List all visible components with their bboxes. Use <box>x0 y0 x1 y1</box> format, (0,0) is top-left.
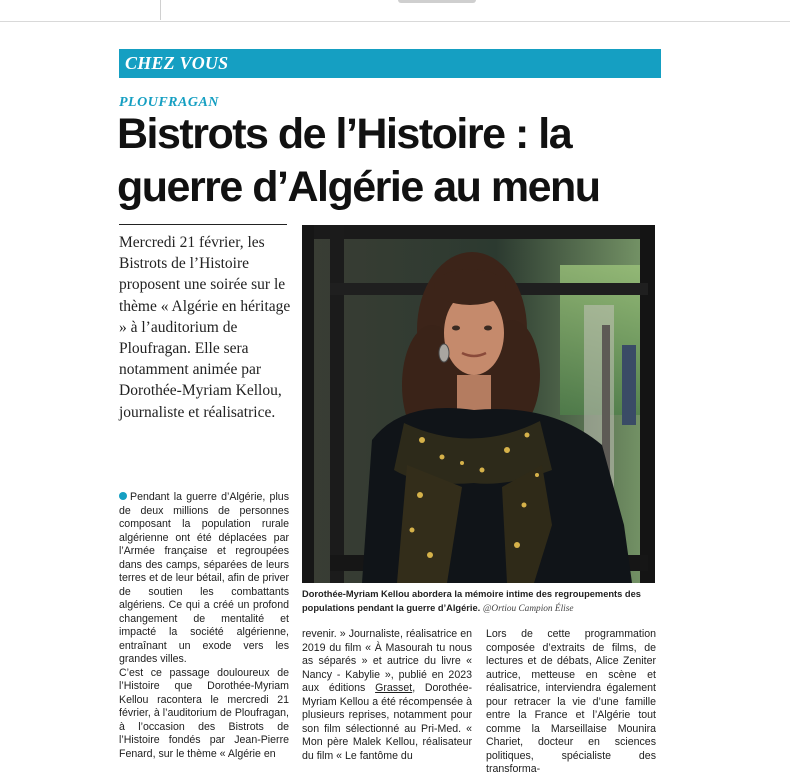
photo-credit: @Ortiou Campion Élise <box>482 603 574 614</box>
toolbar-tab-edge <box>398 0 476 3</box>
top-toolbar <box>0 0 790 22</box>
section-label: CHEZ VOUS <box>125 53 229 73</box>
caption-text: Dorothée-Myriam Kellou abordera la mémoire intime des regroupements des populations pendant la guerre d’Algérie. <box>302 589 641 613</box>
bullet-icon <box>119 492 127 500</box>
article-photo <box>302 225 655 583</box>
body-column-3 <box>486 628 656 777</box>
body-paragraph-4: Lors de cette programmation composée d’extraits de films, de lectures et de débats, Alice Zeniter autrice, metteuse en scène et réalisatrice, interviendra également pour retracer la vie d’une famille entre la France et l’Algérie tout comme la Marseillaise Mounira Chariet, docteur en sciences politiques, spécialiste des transforma- <box>486 628 656 775</box>
body-paragraph-3-part-b: , Dorothée-Myriam Kellou a été récompensée à plusieurs reprises, notamment pour son film sélectionné au Pri-Med. « Mon père Malek Kellou, réalisateur du film « Le fantôme du <box>302 682 472 762</box>
body-paragraph-2: C’est ce passage douloureux de l’Histoire que Dorothée-Myriam Kellou racontera le mercredi 21 février, à l’auditorium de Ploufragan, à l’occasion des Bistrots de l’Histoire fondés par Jean-Pierre Fenard, sur le thème « Algérie en <box>119 666 289 760</box>
section-banner <box>119 49 661 78</box>
toolbar-divider <box>160 0 161 20</box>
lead-paragraph: Mercredi 21 février, les Bistrots de l’Histoire proposent une soirée sur le thème « Algérie en héritage » à l’auditorium de Ploufragan. Elle sera notamment animée par Dorothée-Myriam Kellou, journaliste et réalisatrice. <box>119 234 291 421</box>
body-column-2 <box>302 628 472 763</box>
publisher-link[interactable]: Grasset <box>375 682 413 694</box>
body-column-1 <box>119 491 289 761</box>
body-paragraph-3-part-a: revenir. » Journaliste, réalisatrice en 2019 du film « À Masourah tu nous as séparés » et autrice du livre « Nancy - Kabylie », publié en 2023 aux éditions <box>302 628 472 694</box>
lead-rule <box>119 224 287 225</box>
body-paragraph-3 <box>302 628 472 763</box>
body-paragraph-1 <box>119 491 289 667</box>
photo-caption <box>302 588 658 616</box>
headline: Bistrots de l’Histoire : la guerre d’Algérie au menu <box>117 110 600 211</box>
body-paragraph-1-text: Pendant la guerre d’Algérie, plus de deux millions de personnes composant la population rurale algérienne ont été déplacées par l’Armée française et regroupées dans des camps, séparées de leurs terres et de leur bétail, afin de priver de soutien les combattants algériens. Ce qui a créé un profond changement de mentalité et impacté la société algérienne, entraînant un exode vers les grandes villes. <box>119 491 289 665</box>
location-kicker: PLOUFRAGAN <box>119 95 219 110</box>
